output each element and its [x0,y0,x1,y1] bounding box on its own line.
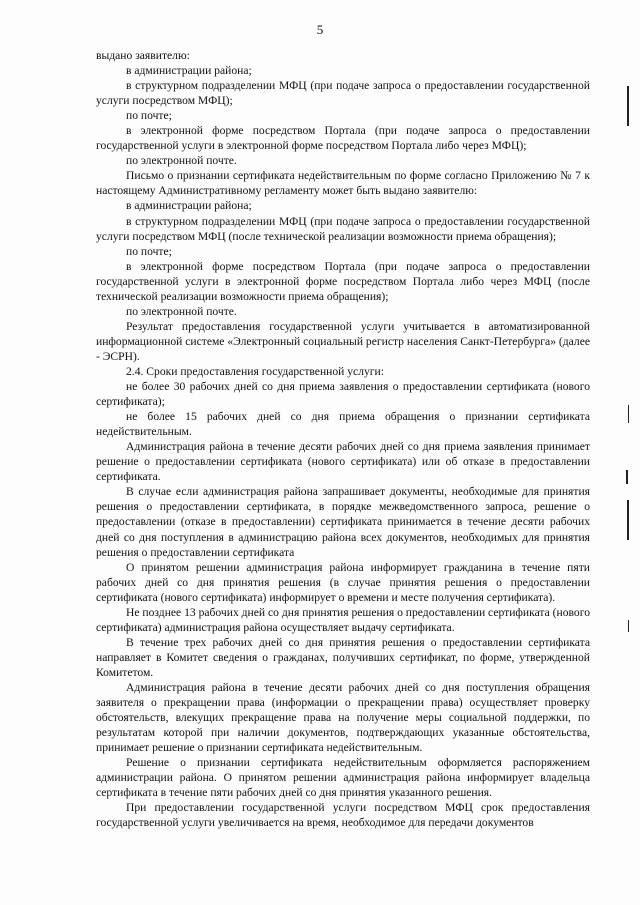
document-body [96,48,590,830]
paragraph: Письмо о признании сертификата недействительным по форме согласно Приложению № 7 к настоящему Административному регламенту может быть выдано заявителю: [96,169,590,198]
paragraph: выдано заявителю: [96,49,190,62]
paragraph: Администрация района в течение десяти рабочих дней со дня поступления обращения заявителя о прекращении права (информации о прекращении права) осуществляет проверку обстоятельств, влекущих прекращение права на получение меры социальной поддержки, по результатам которой при наличии документов, подтверждающих указанные обстоятельства, принимает решение о признании сертификата недействительным. [96,680,590,755]
scan-artifact [628,620,629,632]
paragraph: При предоставлении государственной услуги посредством МФЦ срок предоставления государственной услуги увеличивается на время, необходимое для передачи документов [96,801,590,830]
paragraph: В случае если администрация района запрашивает документы, необходимые для принятия решения о предоставлении сертификата, в порядке межведомственного запроса, решение о предоставлении (отказе в предоставлении) сертификата принимается в течение десяти рабочих дней со дня поступления в администрацию района всех документов, необходимых для принятия решения о предоставлении сертификата [96,485,590,559]
paragraph: не более 30 рабочих дней со дня приема заявления о предоставлении сертификата (нового сертификата); [96,380,590,409]
paragraph: по электронной почте. [126,304,237,318]
paragraph: по почте; [126,109,172,123]
paragraph: О принятом решении администрация района информирует гражданина в течение пяти рабочих дней со дня принятия решения (в случае принятия решения о предоставлении сертификата (нового сертификата) информирует о времени и месте получения сертификата). [96,560,590,604]
paragraph: в администрации района; [126,64,252,78]
paragraph: Не позднее 13 рабочих дней со дня принятия решения о предоставлении сертификата (нового сертификата) администрация района осуществляет выдачу сертификата. [96,605,590,634]
paragraph: в электронной форме посредством Портала (при подаче запроса о предоставлении государственной услуги в электронной форме посредством Портала либо через МФЦ (после технической реализации возможности приема обращения); [96,259,590,303]
paragraph: в администрации района; [126,199,252,213]
scan-artifact [628,405,629,423]
scan-artifact [627,500,629,540]
scan-artifact [627,86,629,126]
scan-artifact [626,470,628,484]
paragraph: по электронной почте. [126,154,237,168]
paragraph: не более 15 рабочих дней со дня приема обращения о признании сертификата недействительным. [96,410,590,439]
paragraph: по почте; [126,244,172,258]
paragraph: в структурном подразделении МФЦ (при подаче запроса о предоставлении государственной услуги посредством МФЦ); [96,79,590,108]
paragraph: В течение трех рабочих дней со дня принятия решения о предоставлении сертификата направляет в Комитет сведения о гражданах, получивших сертификат, по форме, утвержденной Комитетом. [96,635,590,679]
paragraph: Результат предоставления государственной услуги учитывается в автоматизированной информационной системе «Электронный социальный регистр населения Санкт-Петербурга» (далее - ЭСРН). [96,319,590,363]
paragraph: в электронной форме посредством Портала (при подаче запроса о предоставлении государственной услуги в электронной форме посредством Портала либо через МФЦ); [96,124,590,153]
section-heading: 2.4. Сроки предоставления государственной услуги: [126,364,384,378]
paragraph: в структурном подразделении МФЦ (при подаче запроса о предоставлении государственной услуги посредством МФЦ (после технической реализации возможности приема обращения); [96,214,590,243]
page-number: 5 [316,22,324,37]
paragraph: Администрация района в течение десяти рабочих дней со дня приема заявления принимает решение о предоставлении сертификата (нового сертификата) или об отказе в предоставлении сертификата. [96,440,590,484]
paragraph: Решение о признании сертификата недействительным оформляется распоряжением администрации района. О принятом решении администрация района информирует владельца сертификата в течение пяти рабочих дней со дня принятия указанного решения. [96,756,590,800]
